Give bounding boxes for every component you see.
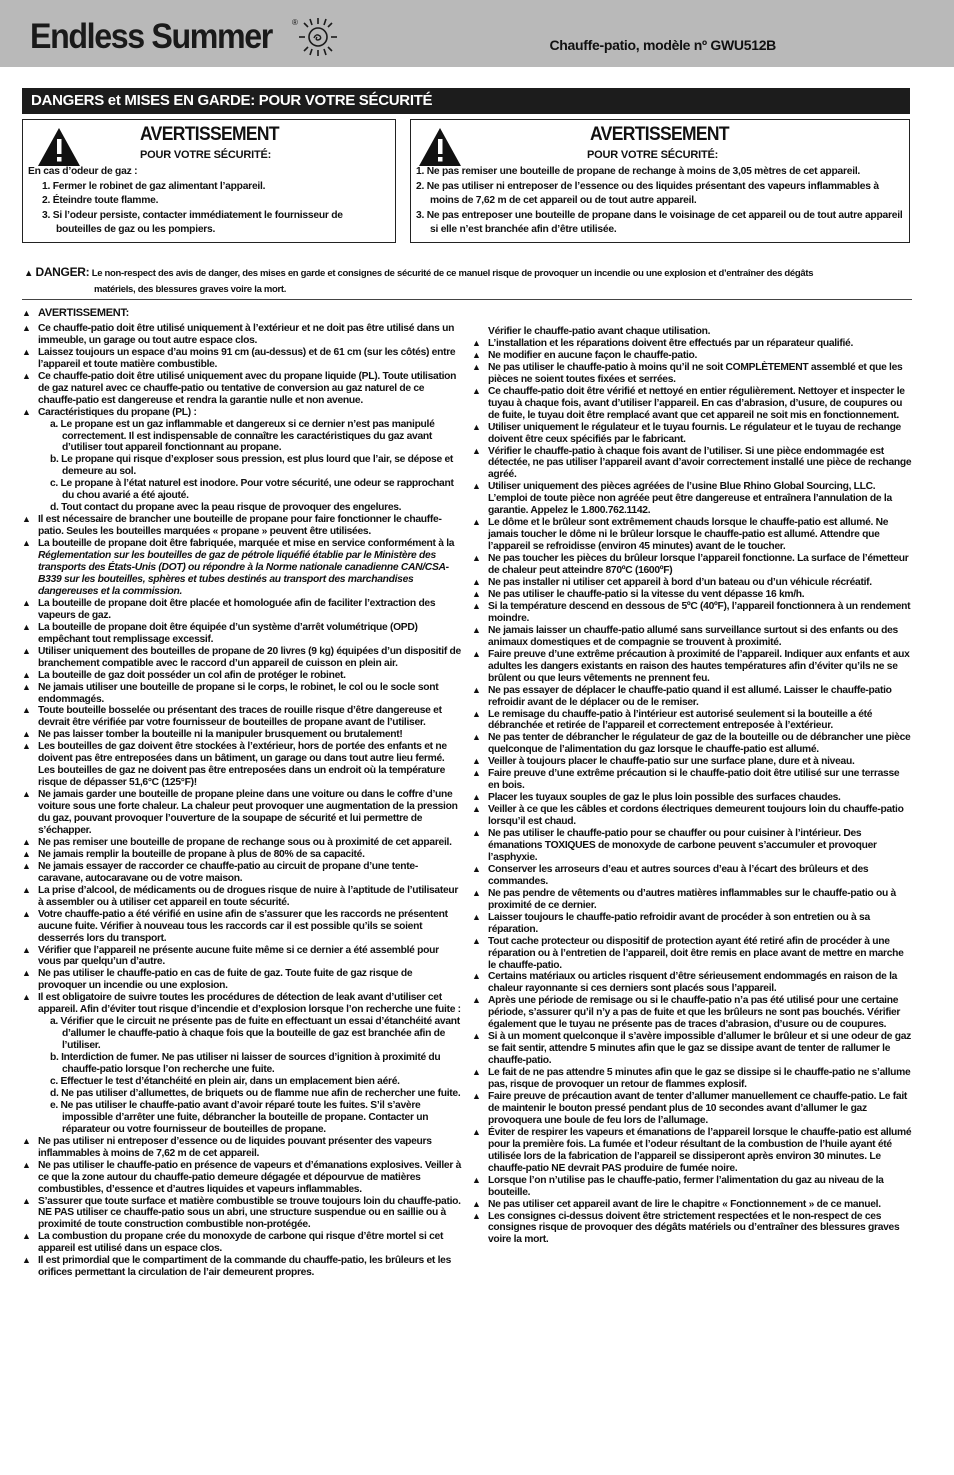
item-emphasis: Réglementation sur les bouteilles de gaz de pétrole liquéfié établie par le Ministère des transports des États-Unis (DOT) ou répondre à la Norme nationale canadienne CAN/CSA-B339 sur les bouteilles, sphères et tubes destinés au transport des marchandises dangereuses et la commission. <box>38 550 449 597</box>
warning-item <box>22 968 462 992</box>
item-text: Ne pas laisser tomber la bouteille ni la manipuler brusquement ou brutalement! <box>38 729 403 741</box>
warning-item <box>22 861 462 885</box>
divider <box>22 299 912 300</box>
item-text: Ne modifier en aucune façon le chauffe-patio. <box>488 349 698 361</box>
warning-item <box>22 538 462 598</box>
warning-item <box>22 741 462 789</box>
warning-item <box>22 682 462 706</box>
warning-item <box>22 1160 462 1196</box>
warning-item <box>22 885 462 909</box>
warning-item <box>472 649 912 685</box>
warning-item <box>22 945 462 969</box>
item-text: d. Ne pas utiliser d’allumettes, de briquets ou de flamme nue afin de rechercher une fuite. <box>50 1087 461 1099</box>
warning-item <box>472 386 912 422</box>
warning-item <box>472 625 912 649</box>
warning-item <box>472 481 912 517</box>
page-header <box>0 0 954 67</box>
item-text: Toute bouteille bosselée ou présentant des traces de rouille risque d’être dangereuse et devrait être vérifiée par votre fournisseur de bouteilles de propane avant de l’utiliser. <box>38 705 442 729</box>
item-text: Ne pas utiliser le chauffe-patio en cas de fuite de gaz. Toute fuite de gaz risque de provoquer un incendie ou une explosion. <box>38 968 413 992</box>
warning-item: 3. Ne pas entreposer une bouteille de propane dans le voisinage de cet appareil ou de tout autre appareil si elle n’est branchée afin d’être utilisée. <box>416 209 903 235</box>
item-text: Lorsque l’on n’utilise pas le chauffe-patio, fermer l’alimentation du gaz au niveau de la bouteille. <box>488 1174 884 1198</box>
warning-item <box>22 1231 462 1255</box>
sub-item <box>22 1088 462 1100</box>
warning-item <box>472 1067 912 1091</box>
warning-item <box>472 995 912 1031</box>
item-text: Laisser toujours le chauffe-patio refroidir avant de procéder à son entretien ou à sa réparation. <box>488 911 870 935</box>
item-text: Ne jamais utiliser une bouteille de propane si le corps, le robinet, le col ou le socle sont endommagés. <box>38 681 439 705</box>
warning-item: 3. Si l’odeur persiste, contacter immédiatement le fournisseur de bouteilles de gaz ou les pompiers. <box>42 209 343 235</box>
warning-item <box>472 685 912 709</box>
item-text: Ne pas pendre de vêtements ou d’autres matières inflammables sur le chauffe-patio ou à proximité de ce dernier. <box>488 887 896 911</box>
warning-item <box>22 849 462 861</box>
item-text: Les bouteilles de gaz doivent être stockées à l’extérieur, hors de portée des enfants et ne doivent pas être entreposées dans un bâtiment, un garage ou dans tout autre lieu fermé. Les bouteilles de gaz ne doivent pas être entreposées dans un endroit où la température risque de dépasser 51,6°C (125°F)! <box>38 741 447 789</box>
item-text: Ne pas tenter de débrancher le régulateur de gaz de la bouteille ou de débrancher une pièce quelconque de l’alimentation du gaz lorsque le chauffe-patio est allumé. <box>488 732 911 756</box>
item-text: Conserver les arroseurs d’eau et autres sources d’eau à l’écart des brûleurs et des commandes. <box>488 863 869 887</box>
item-text: Si la température descend en dessous de 5ºC (40ºF), l’appareil fonctionnera à un rendement moindre. <box>488 600 911 624</box>
item-text: Vérifier le chauffe-patio à chaque fois avant de l’utiliser. Si une pièce endommagée est détectée, ne pas utiliser l’appareil avant d’avoir correctement installé une pièce de rechange agréé. <box>488 445 912 481</box>
warning-subtitle: POUR VOTRE SÉCURITÉ: <box>587 149 719 161</box>
item-text: Veiller à ce que les câbles et cordons électriques demeurent toujours loin du chauffe-patio lorsqu’il est chaud. <box>488 804 904 828</box>
warning-item <box>22 371 462 407</box>
warning-item <box>472 350 912 362</box>
item-text: Ce chauffe-patio doit être utilisé uniquement à l’extérieur et ne doit pas être utilisé dans un immeuble, un garage ou tout autre espace clos. <box>38 322 455 346</box>
warning-item <box>472 446 912 482</box>
warning-title: AVERTISSEMENT <box>140 124 279 145</box>
item-text: Ne pas utiliser le chauffe-patio pour se chauffer ou pour cuisiner à l’intérieur. Des émanations TOXIQUES de monoxyde de carbone peuvent s’accumuler et provoquer l’asphyxie. <box>488 828 877 863</box>
item-text: Il est nécessaire de brancher une bouteille de propane pour faire fonctionner le chauffe-patio. Seules les bouteilles marquées « propane » peuvent être utilisées. <box>38 514 442 538</box>
item-text: Ne pas essayer de déplacer le chauffe-patio quand il est allumé. Laisser le chauffe-patio refroidir avant de le déplacer ou de le remiser. <box>488 684 892 708</box>
item-text: Après une période de remisage ou si le chauffe-patio n’a pas été utilisé pour une certaine période, s’assurer qu’il n’y a pas de fuite et que les brûleurs ne sont pas bouchés. Vérifier également que le tuyau ne présente pas de traces d’abrasion, d’usure ou de coupures. <box>488 995 901 1031</box>
warning-item <box>472 422 912 446</box>
warning-item <box>472 601 912 625</box>
warning-item <box>22 323 462 347</box>
danger-notice <box>24 264 912 298</box>
item-text: Ce chauffe-patio doit être utilisé uniquement avec du propane liquide (PL). Toute utilisation de gaz naturel avec ce chauffe-patio ou tentative de conversion au gaz naturel de ce chauffe-patio est dangereuse et rendra la garantie nulle et non avenue. <box>38 370 457 406</box>
warning-item <box>472 888 912 912</box>
warning-item <box>22 992 462 1016</box>
item-text: Certains matériaux ou articles risquent d’être sérieusement endommagés en raison de la chaleur rayonnante si ces derniers sont placés sous l’appareil. <box>488 971 898 995</box>
sub-item <box>22 1016 462 1052</box>
item-text: Les consignes ci-dessus doivent être strictement respectées et le non-respect de ces consignes risque de provoquer des dégâts matériels ou d’entraîner des blessures graves voire la mort. <box>488 1210 900 1246</box>
warning-intro: En cas d’odeur de gaz : <box>28 166 138 177</box>
warning-item <box>22 347 462 371</box>
item-text: Ne jamais essayer de raccorder ce chauffe-patio au circuit de propane d’une tente-caravane, autocaravane ou de votre maison. <box>38 860 418 884</box>
model-title: Chauffe-patio, modèle nº GWU512B <box>549 37 776 53</box>
item-text: Laissez toujours un espace d’au moins 91 cm (au-dessus) et de 61 cm (sur les côtés) entre l’appareil et toute matière combustible. <box>38 346 456 370</box>
warning-item <box>472 1199 912 1211</box>
warning-item <box>472 804 912 828</box>
warning-item <box>472 589 912 601</box>
sub-item <box>22 502 462 514</box>
item-text: Utiliser uniquement le régulateur et le tuyau fournis. Le régulateur et le tuyau de rechange doivent être ceux spécifiés par le fabricant. <box>488 421 901 445</box>
sub-item <box>22 478 462 502</box>
danger-line-1: Le non-respect des avis de danger, des mises en garde et consignes de sécurité de ce manuel risque de provoquer un incendie ou une explosion et d’entraîner des dégâts <box>91 268 814 279</box>
item-text: Si à un moment quelconque il s’avère impossible d’allumer le brûleur et si une odeur de gaz se fait sentir, attendre 5 minutes afin que le gaz se dissipe avant de tenter de rallumer le chauffe-patio. <box>488 1031 912 1067</box>
item-text: Le fait de ne pas attendre 5 minutes afin que le gaz se dissipe si le chauffe-patio ne s’allume pas, risque de provoquer un retour de flammes explosif. <box>488 1067 911 1091</box>
warning-triangle-icon <box>418 127 462 167</box>
warning-item <box>22 729 462 741</box>
item-text: Ce chauffe-patio doit être vérifié et nettoyé en entier régulièrement. Nettoyer et inspecter le tuyau à chaque fois, avant d’utiliser l’appareil. En cas d’abrasion, d’usure, de coupures ou de fuite, le tuyau doit être remplacé avant que cet appareil ne soit mis en fonctionnement. <box>488 385 905 421</box>
item-text: b. Interdiction de fumer. Ne pas utiliser ni laisser de sources d’ignition à proximité du chauffe-patio lorsque l’on recherche une fuite. <box>50 1052 441 1076</box>
item-text: Il est obligatoire de suivre toutes les procédures de détection de leak avant d’utiliser cet appareil. Afin d’éviter tout risque d’incendie et d’explosion lorsque l’on recherche une fuite : <box>38 992 461 1016</box>
item-text: a. Le propane est un gaz inflammable et dangereux si ce dernier n’est pas manipulé correctement. Il est indispensable de connaître les caractéristiques du gaz avant d’utiliser tout appareil fonctionnant au propane. <box>50 418 435 454</box>
item-text: c. Le propane à l’état naturel est inodore. Pour votre sécurité, une odeur se rapprochant du chou avarié a été ajouté. <box>50 478 454 502</box>
column-heading: ▲ AVERTISSEMENT: <box>22 308 462 320</box>
warning-item <box>472 732 912 756</box>
sub-item <box>22 1052 462 1076</box>
warning-body <box>28 165 390 238</box>
item-text: Vérifier que l’appareil ne présente aucune fuite même si ce dernier a été assemblé pour vous par quelqu’un d’autre. <box>38 944 439 968</box>
warning-item <box>472 553 912 577</box>
item-text: Placer les tuyaux souples de gaz le plus loin possible des surfaces chaudes. <box>488 792 841 804</box>
warning-item <box>472 577 912 589</box>
item-text: Ne pas utiliser ni entreposer d’essence ou de liquides pouvant présenter des vapeurs inflammables à moins de 7,62 m de cet appareil. <box>38 1135 432 1159</box>
warning-item: 1. Fermer le robinet de gaz alimentant l’appareil. <box>42 180 266 192</box>
warning-item <box>22 646 462 670</box>
item-text: Vérifier le chauffe-patio avant chaque utilisation. <box>488 326 711 337</box>
sub-item <box>22 1100 462 1136</box>
warning-item <box>22 407 462 419</box>
item-text: La prise d’alcool, de médicaments ou de drogues risque de nuire à l’aptitude de l’utilisateur à assembler ou à utiliser cet appareil en toute sécurité. <box>38 884 459 908</box>
warning-item <box>472 971 912 995</box>
danger-line-2: matériels, des blessures graves voire la mort. <box>94 284 287 295</box>
item-text: Ne pas utiliser le chauffe-patio si la vitesse du vent dépasse 16 km/h. <box>488 588 805 600</box>
item-text: Faire preuve de précaution avant de tenter d’allumer manuellement ce chauffe-patio. Le fait de maintenir le bouton pressé pendant plus de 10 secondes avant d’allumer le gaz provoquera une boule de feu lors de l’allumage. <box>488 1091 908 1126</box>
warning-item <box>472 338 912 350</box>
warning-item <box>472 936 912 972</box>
warning-item <box>22 705 462 729</box>
sub-item <box>22 419 462 455</box>
item-text: La bouteille de propane doit être équipée d’un système d’arrêt volumétrique (OPD) empêchant tout remplissage excessif. <box>38 621 418 645</box>
item-text: Utiliser uniquement des pièces agréées de l’usine Blue Rhino Global Sourcing, LLC. L’emploi de toute pièce non agréée peut être dangereuse et entraînera l’annulation de la garantie. Appelez le 1.800.762.1142. <box>488 481 892 517</box>
sub-item <box>22 454 462 478</box>
warning-item <box>472 709 912 733</box>
warning-item <box>472 326 912 338</box>
sun-icon <box>296 16 340 58</box>
warning-subtitle: POUR VOTRE SÉCURITÉ: <box>140 149 272 161</box>
warning-item <box>22 622 462 646</box>
warning-item <box>472 362 912 386</box>
item-text: Ne jamais remplir la bouteille de propane à plus de 80% de sa capacité. <box>38 848 365 860</box>
item-text: Ne pas remiser une bouteille de propane de rechange sous ou à proximité de cet appareil. <box>38 836 452 848</box>
item-text: Éviter de respirer les vapeurs et émanations de l’appareil lorsque le chauffe-patio est allumé pour la première fois. La fumée et l’odeur résultant de la combustion de l’huile ayant été utilisée lors de la fabrication de l’appareil se dissiperont après environ 30 minutes. Le chauffe-patio NE devrait PAS produire de fumée noire. <box>488 1126 912 1174</box>
item-text: La combustion du propane crée du monoxyde de carbone qui risque d’être mortel si cet appareil est utilisé dans un espace clos. <box>38 1231 444 1255</box>
item-text: c. Effectuer le test d’étanchéité en plein air, dans un emplacement bien aéré. <box>50 1076 400 1087</box>
item-text: Le dôme et le brûleur sont extrêmement chauds lorsque le chauffe-patio est allumé. Ne jamais toucher le dôme ni le brûleur lorsque le chauffe-patio est allumé. Attendre que l’appareil se refroidisse (environ 45 minutes) avant de le toucher. <box>488 517 889 553</box>
warning-item <box>472 828 912 864</box>
sub-item <box>22 1076 462 1088</box>
item-text: Ne pas utiliser le chauffe-patio à moins qu’il ne soit COMPLÈTEMENT assemblé et que les pièces ne soient toutes fixées et serrées. <box>488 361 903 385</box>
warning-item <box>472 1127 912 1175</box>
warnings-left-column <box>22 308 462 1279</box>
warning-item <box>22 837 462 849</box>
item-text: Il est primordial que le compartiment de la commande du chauffe-patio, les brûleurs et les orifices permettant la circulation de l’air demeurent propres. <box>38 1255 452 1279</box>
warning-item <box>22 789 462 837</box>
warning-item <box>472 1091 912 1127</box>
warning-item <box>472 517 912 553</box>
item-text: Caractéristiques du propane (PL) : <box>38 406 197 418</box>
item-text: b. Le propane qui risque d’exploser sous pression, est plus lourd que l’air, se dépose et demeure au sol. <box>50 454 454 478</box>
warning-triangle-icon <box>37 127 81 167</box>
warning-title: AVERTISSEMENT <box>590 124 729 145</box>
warning-item <box>472 1211 912 1247</box>
warning-box-storage <box>410 119 910 243</box>
item-text: Tout cache protecteur ou dispositif de protection ayant été retiré afin de procéder à une réparation ou à l’entretien de l’appareil, doit être remis en place avant de mettre en marche le chauffe-patio. <box>488 935 904 971</box>
warnings-right-column <box>472 326 912 1246</box>
item-text: Le remisage du chauffe-patio à l’intérieur est autorisé seulement si la bouteille a été débranchée et retirée de l’appareil et correctement entreposée à l’extérieur. <box>488 708 873 732</box>
warning-item <box>472 1175 912 1199</box>
item-text: S’assurer que toute surface et matière combustible se trouve toujours loin du chauffe-patio. NE PAS utiliser ce chauffe-patio sous un abri, une structure suspendue ou en saillie ou à proximité de toute construction combustible non-protégée. <box>38 1195 461 1231</box>
item-text: Votre chauffe-patio a été vérifié en usine afin de s’assurer que les raccords ne présentent aucune fuite. Vérifier à nouveau tous les raccords car il est possible qu’ils se soient desserrés lors du transport. <box>38 908 448 944</box>
item-text: Veiller à toujours placer le chauffe-patio sur une surface plane, dure et à niveau. <box>488 756 855 768</box>
warning-item <box>472 792 912 804</box>
warning-item <box>22 1136 462 1160</box>
warning-item <box>22 909 462 945</box>
item-text: Ne pas installer ni utiliser cet appareil à bord d’un bateau ou d’un véhicule récréatif. <box>488 577 872 589</box>
warning-item: 2. Éteindre toute flamme. <box>42 195 159 206</box>
warning-item: 2. Ne pas utiliser ni entreposer de l’essence ou des liquides présentant des vapeurs inflammables à moins de 7,62 m de cet appareil ou de tout autre appareil. <box>416 180 879 206</box>
warning-body <box>416 165 904 238</box>
item-text: L’installation et les réparations doivent être effectués par un réparateur qualifié. <box>488 337 854 349</box>
warning-item: 1. Ne pas remiser une bouteille de propane de rechange à moins de 3,05 mètres de cet appareil. <box>416 166 861 177</box>
item-text: a. Vérifier que le circuit ne présente pas de fuite en effectuant un essai d’étanchéité avant d’allumer le chauffe-patio à chaque fois que la bouteille de gaz est branchée afin de l’utiliser. <box>50 1016 460 1052</box>
warning-item <box>22 514 462 538</box>
warning-item <box>22 598 462 622</box>
danger-triangle-icon: ▲ <box>24 268 36 279</box>
item-text: d. Tout contact du propane avec la peau risque de provoquer des engelures. <box>50 502 402 514</box>
item-text: Ne pas utiliser le chauffe-patio en présence de vapeurs et d’émanations explosives. Veiller à ce que la zone autour du chauffe-patio demeure dégagée et dépourvue de matières combustibles, d’essence et d’autres liquides et vapeurs inflammables. <box>38 1159 462 1195</box>
item-text: Faire preuve d’une extrême précaution si le chauffe-patio doit être utilisé sur une terrasse en bois. <box>488 768 900 792</box>
warning-item <box>472 1031 912 1067</box>
warning-item <box>472 864 912 888</box>
danger-label: DANGER: <box>35 265 90 279</box>
item-text: Faire preuve d’une extrême précaution à proximité de l’appareil. Indiquer aux enfants et aux adultes les dangers existants en raison des hautes températures afin d’éviter qu’ils ne se brûlent ou que leurs vêtements ne prennent feu. <box>488 648 910 684</box>
warning-item <box>22 1255 462 1279</box>
item-text: Ne jamais garder une bouteille de propane pleine dans une voiture ou dans le coffre d’une voiture sous une forte chaleur. La chaleur peut provoquer une augmentation de la pression du gaz, pouvant provoquer l’ouverture de la soupape de sécurité et lui permettre de s’échapper. <box>38 789 458 836</box>
item-text: Ne pas toucher les pièces du brûleur lorsque l’appareil fonctionne. La surface de l’émetteur de chaleur peut atteindre 870ºC (1600ºF) <box>488 553 909 577</box>
warning-item <box>472 768 912 792</box>
section-title-bar: DANGERS et MISES EN GARDE: POUR VOTRE SÉCURITÉ <box>22 88 910 114</box>
brand-logo: Endless Summer <box>30 17 272 56</box>
warning-item <box>472 756 912 768</box>
left-warning-list <box>22 323 462 1279</box>
item-text: Utiliser uniquement des bouteilles de propane de 20 livres (9 kg) équipées d’un dispositif de branchement compatible avec le raccord d’un appareil de cuisson en plein air. <box>38 645 461 669</box>
item-text: e. Ne pas utiliser le chauffe-patio avant d’avoir réparé toute les fuites. S’il s’avère impossible d’arrêter une fuite, débrancher la bouteille de propane. Contacter un réparateur ou votre fournisseur de bouteilles de propane. <box>50 1099 429 1135</box>
warning-item <box>472 912 912 936</box>
item-text: La bouteille de gaz doit posséder un col afin de protéger le robinet. <box>38 669 346 681</box>
item-text: Ne pas utiliser cet appareil avant de lire le chapitre « Fonctionnement » de ce manuel. <box>488 1198 881 1210</box>
item-text: La bouteille de propane doit être placée et homologuée afin de faciliter l’extraction des vapeurs de gaz. <box>38 597 436 621</box>
item-text: La bouteille de propane doit être fabriquée, marquée et mise en service conformément à la <box>38 538 455 550</box>
warning-box-gas-odor <box>22 119 396 243</box>
warning-item <box>22 670 462 682</box>
right-warning-list <box>472 326 912 1246</box>
warning-item <box>22 1196 462 1232</box>
item-text: Ne jamais laisser un chauffe-patio allumé sans surveillance surtout si des enfants ou des animaux domestiques et de compagnie se trouvent à proximité. <box>488 624 898 648</box>
registered-mark: ® <box>292 18 298 27</box>
